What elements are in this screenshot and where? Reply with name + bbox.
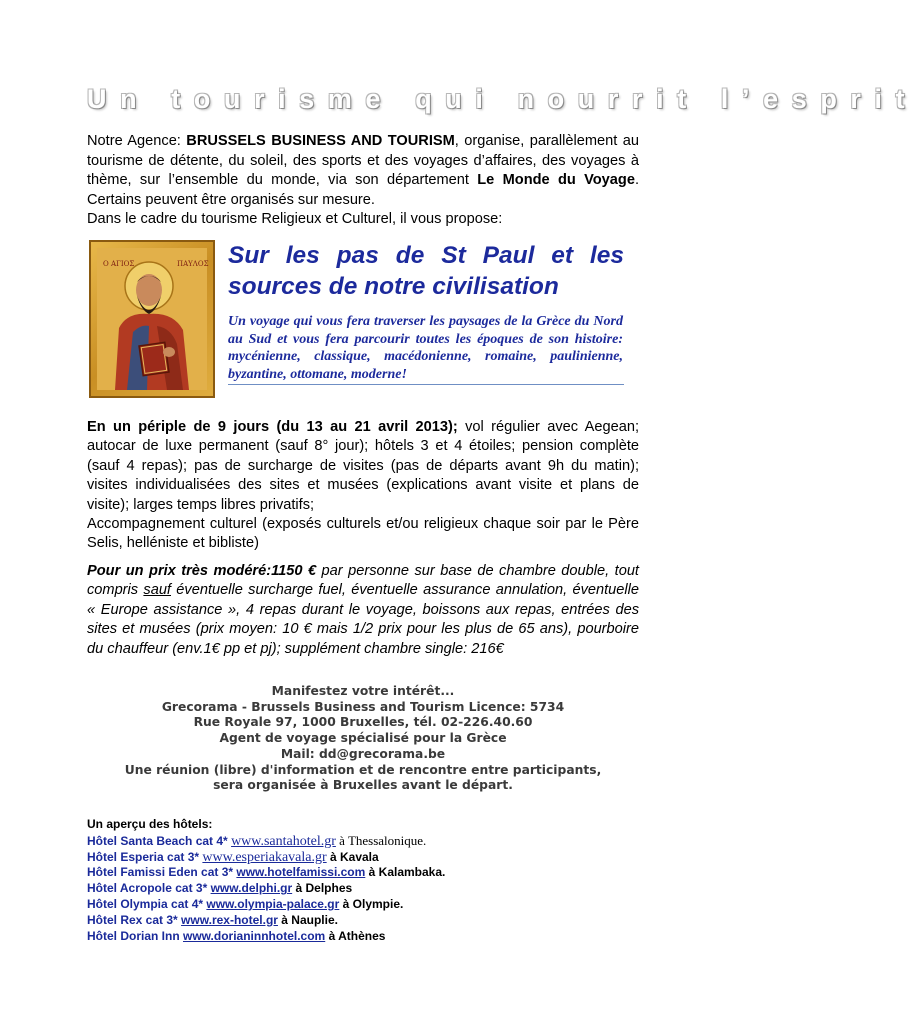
hotel-name: Hôtel Acropole cat 3* [87,881,211,896]
hotel-name: Hôtel Esperia cat 3* [87,849,203,864]
tour-headline: Sur les pas de St Paul et les sources de notre civilisation [228,242,624,300]
hotel-city: à Kalambaka. [365,865,446,880]
hotel-link[interactable]: www.hotelfamissi.com [236,865,366,880]
itinerary-text: vol régulier avec Aegean; autocar de luxe permanent (sauf 8° jour); hôtels 3 et 4 étoiles; pension complète (sauf 4 repas); pas de surcharge de visites (pas de départs avant 9h du matin); visites individualisées des sites et musées (explications avant visite et plans de visite); larges temps libres privatifs; [87,419,639,513]
hotels-list [87,817,647,944]
tour-subheadline: Un voyage qui vous fera traverser les paysages de la Grèce du Nord au Sud et vous fera parcourir toutes les époques de son histoire: mycénienne, classique, macédonienne, romaine, paulinienne, byzantine, ottomane, moderne! [228,314,623,382]
hotel-link[interactable]: www.dorianinnhotel.com [183,928,326,943]
contact-line: Agent de voyage spécialisé pour la Grèce [219,731,507,746]
price-text-2: éventuelle surcharge fuel, éventuelle assurance annulation, éventuelle « Europe assistance », 4 repas durant le voyage, boissons aux repas, entrées des sites et musées (prix moyen: 10 € mais 1/2 prix pour les plus de 65 ans), pourboire du chauffeur (env.1€ pp et pj); supplément chambre single: 216€ [87,582,639,657]
hotel-item [87,897,647,913]
price-lead: Pour un prix très modéré:1150 € [87,563,317,579]
price-sauf: sauf [143,582,171,599]
hotel-city: à Athènes [325,928,386,943]
icon-painting [97,248,207,390]
intro-section [87,132,639,230]
intro-text-mid: , organise, parallèlement au tourisme de détente, du soleil, des sports et des voyages d’affaires, des voyages à thème, sur l’ensemble du monde, via son département [87,133,639,188]
department-name: Le Monde du Voyage [477,172,635,188]
intro-text-pre: Notre Agence: [87,133,187,149]
price-paragraph [87,562,639,659]
contact-line: Manifestez votre intérêt... [271,684,455,698]
intro-paragraph [87,132,639,210]
hotel-item [87,850,647,866]
hotel-link[interactable]: www.santahotel.gr [231,833,336,849]
hotel-name: Hôtel Santa Beach cat 4* [87,833,232,848]
hotel-link[interactable]: www.rex-hotel.gr [181,912,278,927]
hotel-name: Hôtel Dorian Inn [87,928,183,943]
contact-line: Rue Royale 97, 1000 Bruxelles, tél. 02-226.40.60 [193,715,533,730]
contact-line: Une réunion (libre) d'information et de rencontre entre participants, [124,762,602,777]
hotel-city: à Olympie. [339,896,404,911]
hotel-item [87,929,647,945]
divider [228,384,624,385]
hotel-link[interactable]: www.delphi.gr [210,881,293,896]
contact-line: Grecorama - Brussels Business and Tourism Licence: 5734 [161,699,565,714]
hotel-name: Hôtel Famissi Eden cat 3* [87,865,237,880]
icon-inscription-right: ΠΑΥΛΟΣ [177,260,209,268]
intro-paragraph-2: Dans le cadre du tourisme Religieux et Culturel, il vous propose: [87,211,503,227]
saint-paul-icon [89,240,215,398]
hotel-city: à Nauplie. [277,912,338,927]
hotel-name: Hôtel Olympia cat 4* [87,896,207,911]
hotel-item [87,881,647,897]
hotel-item [87,865,647,881]
accompaniment-paragraph: Accompagnement culturel (exposés culturels et/ou religieux chaque soir par le Père Selis, helléniste et bibliste) [87,516,639,552]
intro-text-post: . Certains peuvent être organisés sur mesure. [87,172,639,208]
contact-email: Mail: dd@grecorama.be [280,746,446,761]
icon-inscription-left: Ο ΑΓΙΟΣ [103,260,135,268]
agency-name: BRUSSELS BUSINESS AND TOURISM [186,133,455,149]
hotels-heading: Un aperçu des hôtels: [87,817,213,831]
hotel-item [87,913,647,929]
contact-line: sera organisée à Bruxelles avant le départ. [213,778,513,793]
itinerary-paragraph [87,418,639,515]
hotel-city: à Thessalonique. [335,832,427,848]
hotel-name: Hôtel Rex cat 3* [87,912,182,927]
hotel-link[interactable]: www.esperiakavala.gr [202,849,327,865]
hotel-city: à Delphes [292,881,353,896]
price-section [87,562,639,659]
hotel-link[interactable]: www.olympia-palace.gr [206,896,340,911]
price-text-1: par personne sur base de chambre double, tout compris [87,563,639,599]
itinerary-lead: En un périple de 9 jours (du 13 au 21 avril 2013); [87,419,458,435]
hotel-item [87,833,647,850]
itinerary-section [87,418,639,554]
contact-block [87,684,639,794]
hotel-city: à Kavala [326,849,379,864]
page-title: Un tourisme qui nourrit l’esprit [87,84,918,114]
